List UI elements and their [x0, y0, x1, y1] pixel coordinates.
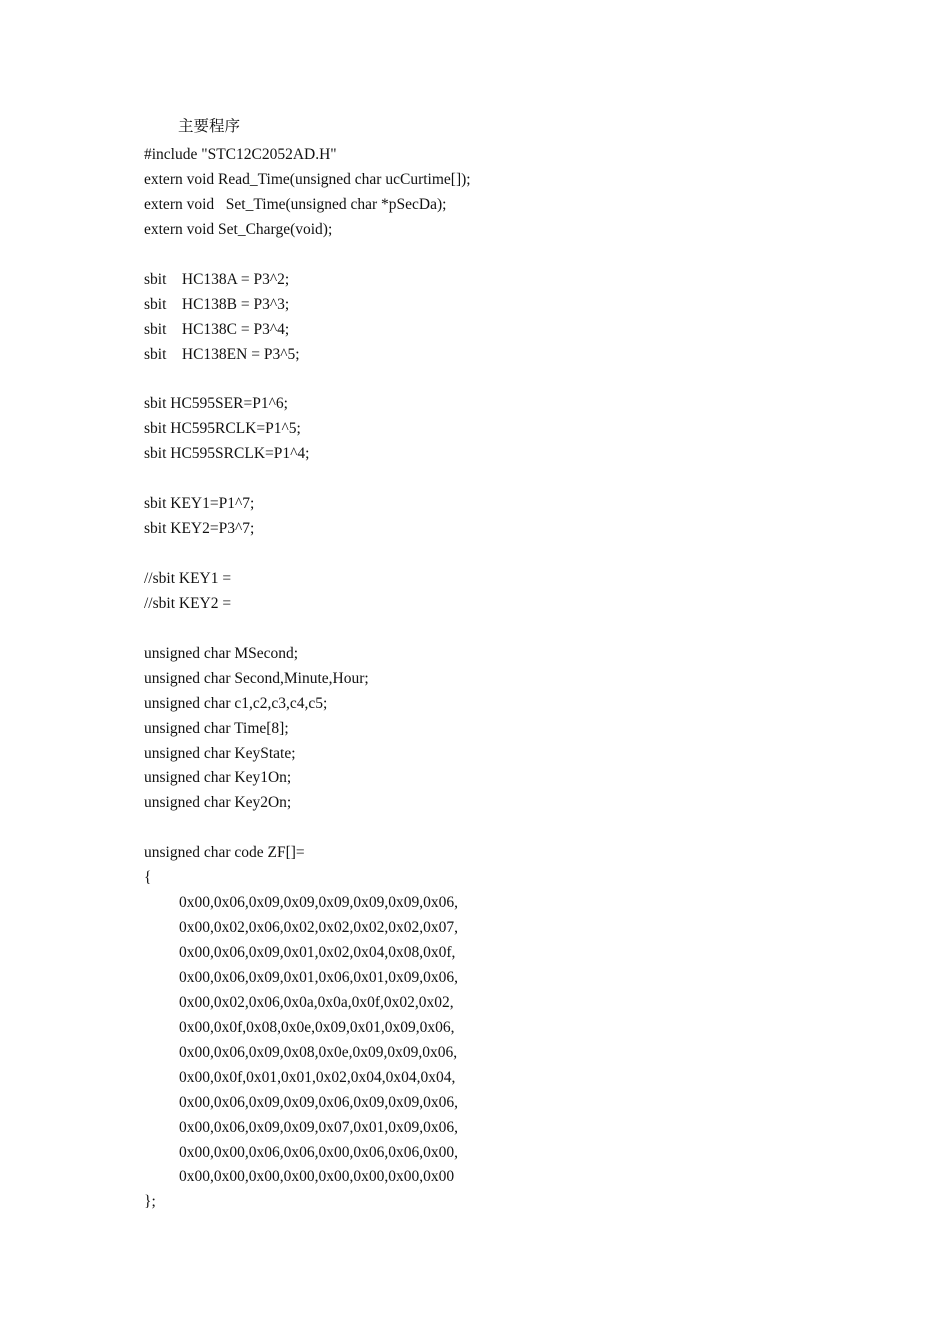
code-line: sbit HC138A = P3^2;: [144, 270, 290, 288]
code-line: unsigned char MSecond;: [144, 644, 299, 662]
code-line: extern void Set_Time(unsigned char *pSecDa);: [144, 195, 447, 213]
code-line: //sbit KEY2 =: [144, 594, 232, 612]
code-line: #include "STC12C2052AD.H": [144, 146, 337, 163]
code-line: 0x00,0x02,0x06,0x0a,0x0a,0x0f,0x02,0x02,: [179, 993, 454, 1011]
code-line: };: [144, 1193, 156, 1211]
code-line: 0x00,0x06,0x09,0x01,0x02,0x04,0x08,0x0f,: [179, 944, 456, 961]
code-line: unsigned char code ZF[]=: [144, 844, 305, 862]
code-line: sbit HC595SRCLK=P1^4;: [144, 445, 310, 463]
code-line: sbit KEY1=P1^7;: [144, 495, 255, 513]
code-line: sbit KEY2=P3^7;: [144, 520, 255, 538]
code-line: unsigned char KeyState;: [144, 744, 296, 762]
code-line: unsigned char Second,Minute,Hour;: [144, 669, 369, 687]
blank-line: [144, 816, 471, 841]
code-line: extern void Read_Time(unsigned char ucCurtime[]);: [144, 170, 471, 188]
code-line: 0x00,0x0f,0x01,0x01,0x02,0x04,0x04,0x04,: [179, 1068, 456, 1086]
code-line: 0x00,0x06,0x09,0x01,0x06,0x01,0x09,0x06,: [179, 968, 458, 986]
code-line: sbit HC138C = P3^4;: [144, 320, 290, 338]
code-line: //sbit KEY1 =: [144, 569, 232, 587]
code-line: unsigned char c1,c2,c3,c4,c5;: [144, 694, 328, 712]
code-line: sbit HC138B = P3^3;: [144, 295, 290, 313]
code-line: 0x00,0x0f,0x08,0x0e,0x09,0x01,0x09,0x06,: [179, 1018, 455, 1036]
code-line: 0x00,0x02,0x06,0x02,0x02,0x02,0x02,0x07,: [179, 919, 458, 937]
code-line: 0x00,0x06,0x09,0x09,0x09,0x09,0x09,0x06,: [179, 894, 458, 912]
code-line: unsigned char Key1On;: [144, 769, 292, 787]
code-line: sbit HC595SER=P1^6;: [144, 395, 288, 413]
code-line: 0x00,0x06,0x09,0x09,0x07,0x01,0x09,0x06,: [179, 1118, 458, 1136]
blank-line: [144, 542, 471, 567]
code-line: 0x00,0x00,0x00,0x00,0x00,0x00,0x00,0x00: [179, 1168, 455, 1186]
code-line: sbit HC595RCLK=P1^5;: [144, 420, 301, 438]
code-listing: [144, 143, 471, 1215]
code-line: 0x00,0x06,0x09,0x09,0x06,0x09,0x09,0x06,: [179, 1093, 458, 1111]
code-line: sbit HC138EN = P3^5;: [144, 345, 300, 363]
code-line: {: [144, 869, 152, 887]
code-line: unsigned char Time[8];: [144, 719, 289, 737]
blank-line: [144, 243, 471, 268]
blank-line: [144, 367, 471, 392]
code-line: unsigned char Key2On;: [144, 794, 292, 812]
blank-line: [144, 467, 471, 492]
section-heading: 主要程序: [178, 118, 241, 135]
code-line: 0x00,0x06,0x09,0x08,0x0e,0x09,0x09,0x06,: [179, 1043, 458, 1061]
code-line: extern void Set_Charge(void);: [144, 220, 333, 238]
code-line: 0x00,0x00,0x06,0x06,0x00,0x06,0x06,0x00,: [179, 1143, 458, 1161]
blank-line: [144, 617, 471, 642]
